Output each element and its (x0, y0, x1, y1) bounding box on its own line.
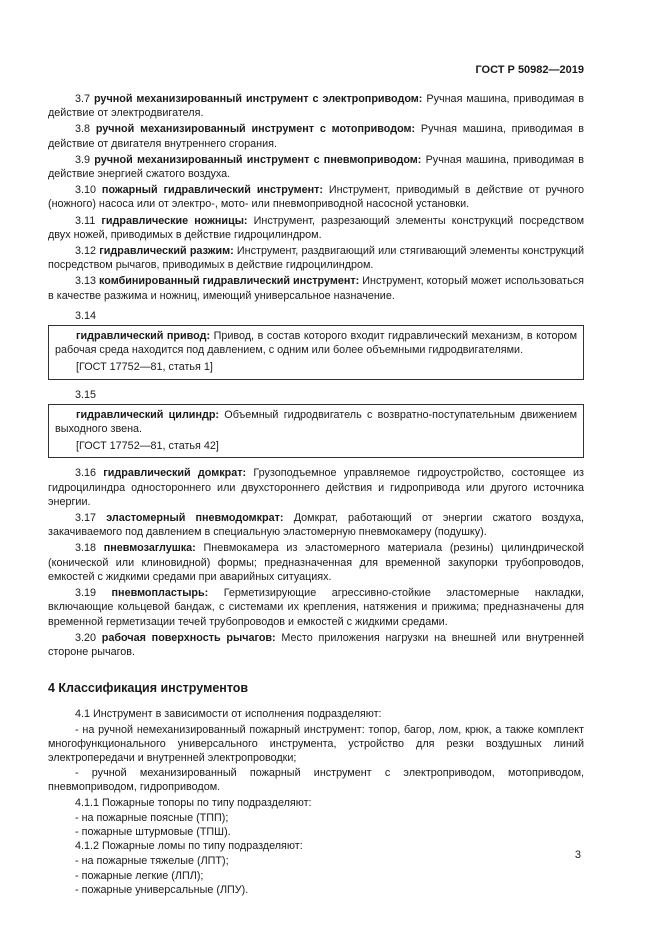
term-name: пневмозаглушка: (103, 542, 196, 555)
term-number: 3.11 (75, 214, 96, 227)
term-name: ручной механизированный инструмент с мотоприводом: (95, 123, 416, 136)
term-number: 3.13 (75, 275, 97, 288)
term-number: 3.18 (75, 542, 97, 555)
term-definition-paragraph (48, 274, 584, 302)
term-definition-paragraph (48, 511, 584, 539)
term-definition-paragraph (48, 631, 584, 659)
term-number: 3.17 (75, 512, 97, 525)
list-item: - ручной механизированный пожарный инструмент с электроприводом, мотоприводом, пневмоприводом, гидроприводом. (48, 767, 584, 794)
term-definition: Привод, в состав которого входит гидравлический механизм, в котором рабочая среда находится под давлением, с одним или более объемными гидродвигателями. (55, 330, 577, 357)
term-name: гидравлический разжим: (99, 245, 234, 258)
term-name: гидравлический привод: (76, 330, 211, 343)
paragraph: 4.1.2 Пожарные ломы по типу подразделяют: (75, 840, 303, 853)
term-number: 3.16 (75, 467, 97, 480)
section-heading: 4 Классификация инструментов (48, 681, 249, 696)
term-definition-paragraph (48, 122, 584, 150)
term-definition-paragraph (48, 244, 584, 272)
terms-list-a (48, 92, 584, 303)
quoted-definition-box (48, 404, 584, 459)
source-reference: [ГОСТ 17752—81, статья 1] (76, 361, 213, 374)
term-definition: Ручная машина, приводимая в действие энергией сжатого воздуха. (48, 153, 584, 181)
term-definition: Пневмокамера из эластомерного материала (резины) цилиндрической (конической или клиновидной) формы; предназначенная для временной закупорки трубопроводов, емкостей с жидкими средами при аварийных ситуациях. (48, 542, 584, 583)
term-name: рабочая поверхность рычагов: (101, 631, 276, 644)
term-number: 3.9 (75, 153, 91, 166)
term-definition: Инструмент, который может использоваться в качестве разжима и ножниц, имеющий универсальное назначение. (48, 275, 584, 302)
quoted-definition-box (48, 325, 584, 380)
definition-text (55, 408, 577, 436)
term-number: 3.20 (75, 631, 97, 644)
list-item: - пожарные универсальные (ЛПУ). (75, 883, 249, 896)
term-definition: Домкрат, работающий от энергии сжатого воздуха, закачиваемого под давлением в специальную эластомерную пневмокамеру (подушку). (48, 512, 584, 539)
term-name: эластомерный пневмодомкрат: (106, 512, 284, 525)
paragraph: 4.1.1 Пожарные топоры по типу подразделяют: (75, 796, 312, 809)
list-item: - на пожарные поясные (ТПП); (75, 811, 229, 824)
term-definition-paragraph (48, 153, 584, 181)
term-number: 3.7 (75, 93, 91, 105)
definition-text (55, 329, 577, 357)
page-number: 3 (574, 849, 581, 861)
term-number: 3.10 (75, 184, 97, 197)
term-name: ручной механизированный инструмент с пневмоприводом: (94, 153, 422, 166)
term-definition-paragraph (48, 92, 584, 120)
term-definition: Ручная машина, приводимая в действие от электродвигателя. (48, 93, 584, 120)
term-definition: Место приложения нагрузки на внешней или внутренней стороне рычагов. (48, 631, 585, 658)
term-number: 3.12 (75, 245, 97, 258)
term-definition-paragraph (48, 214, 584, 242)
source-reference: [ГОСТ 17752—81, статья 42] (76, 440, 219, 453)
term-name: ручной механизированный инструмент с электроприводом: (93, 93, 423, 105)
term-definition-paragraph (48, 466, 584, 509)
term-name: пожарный гидравлический инструмент: (101, 184, 324, 197)
term-definition-paragraph (48, 183, 584, 211)
term-definition-paragraph (48, 586, 584, 629)
list-item: - на ручной немеханизированный пожарный инструмент: топор, багор, лом, крюк, а также комплект многофункционального универсального инструмента, устройство для резки воздушных линий электропередачи и внутренней электропроводки; (48, 723, 584, 764)
term-definition: Инструмент, разрезающий элементы конструкций посредством двух ножей, приводимых в действие гидроцилиндром. (48, 214, 585, 241)
term-name: пневмопластырь: (111, 587, 209, 600)
term-name: комбинированный гидравлический инструмент: (99, 275, 360, 288)
page-content (48, 92, 584, 897)
term-definition: Герметизирующие агрессивно-стойкие эластомерные накладки, включающие кольцевой бандаж, с системами их крепления, натяжения и прижима; предназначены для временной герметизации течей трубопроводов и емкостей с жидкими средами. (48, 587, 584, 628)
term-definition: Инструмент, раздвигающий или стягивающий элементы конструкций посредством рычагов, приводимых в действие гидроцилиндром. (48, 245, 584, 272)
term-number: 3.19 (75, 587, 97, 600)
list-item: - на пожарные тяжелые (ЛПТ); (75, 855, 229, 868)
term-number: 3.14 (75, 309, 97, 322)
term-number: 3.8 (75, 123, 91, 136)
term-definition: Грузоподъемное управляемое гидроустройство, состоящее из гидроцилиндра одностороннего или двухстороннего действия и гидропривода или другого источника энергии. (48, 467, 585, 508)
term-name: гидравлический цилиндр: (76, 408, 220, 421)
term-name: гидравлические ножницы: (101, 214, 248, 227)
list-item: - пожарные легкие (ЛПЛ); (75, 869, 204, 882)
paragraph: 4.1 Инструмент в зависимости от исполнения подразделяют: (75, 708, 382, 721)
terms-list-b (48, 466, 584, 659)
term-name: гидравлический домкрат: (103, 467, 247, 480)
term-number: 3.15 (75, 388, 97, 401)
document-standard-number: ГОСТ Р 50982—2019 (475, 64, 584, 76)
term-definition: Инструмент, приводимый в действие от ручного (ножного) насоса или от электро-, мото- или пневмоприводной насосной установки. (48, 184, 585, 211)
term-definition: Объемный гидродвигатель с возвратно-поступательным движением выходного звена. (55, 408, 577, 436)
list-item: - пожарные штурмовые (ТПШ). (75, 825, 231, 838)
term-definition-paragraph (48, 541, 584, 584)
term-definition: Ручная машина, приводимая в действие от двигателя внутреннего сгорания. (48, 123, 585, 150)
